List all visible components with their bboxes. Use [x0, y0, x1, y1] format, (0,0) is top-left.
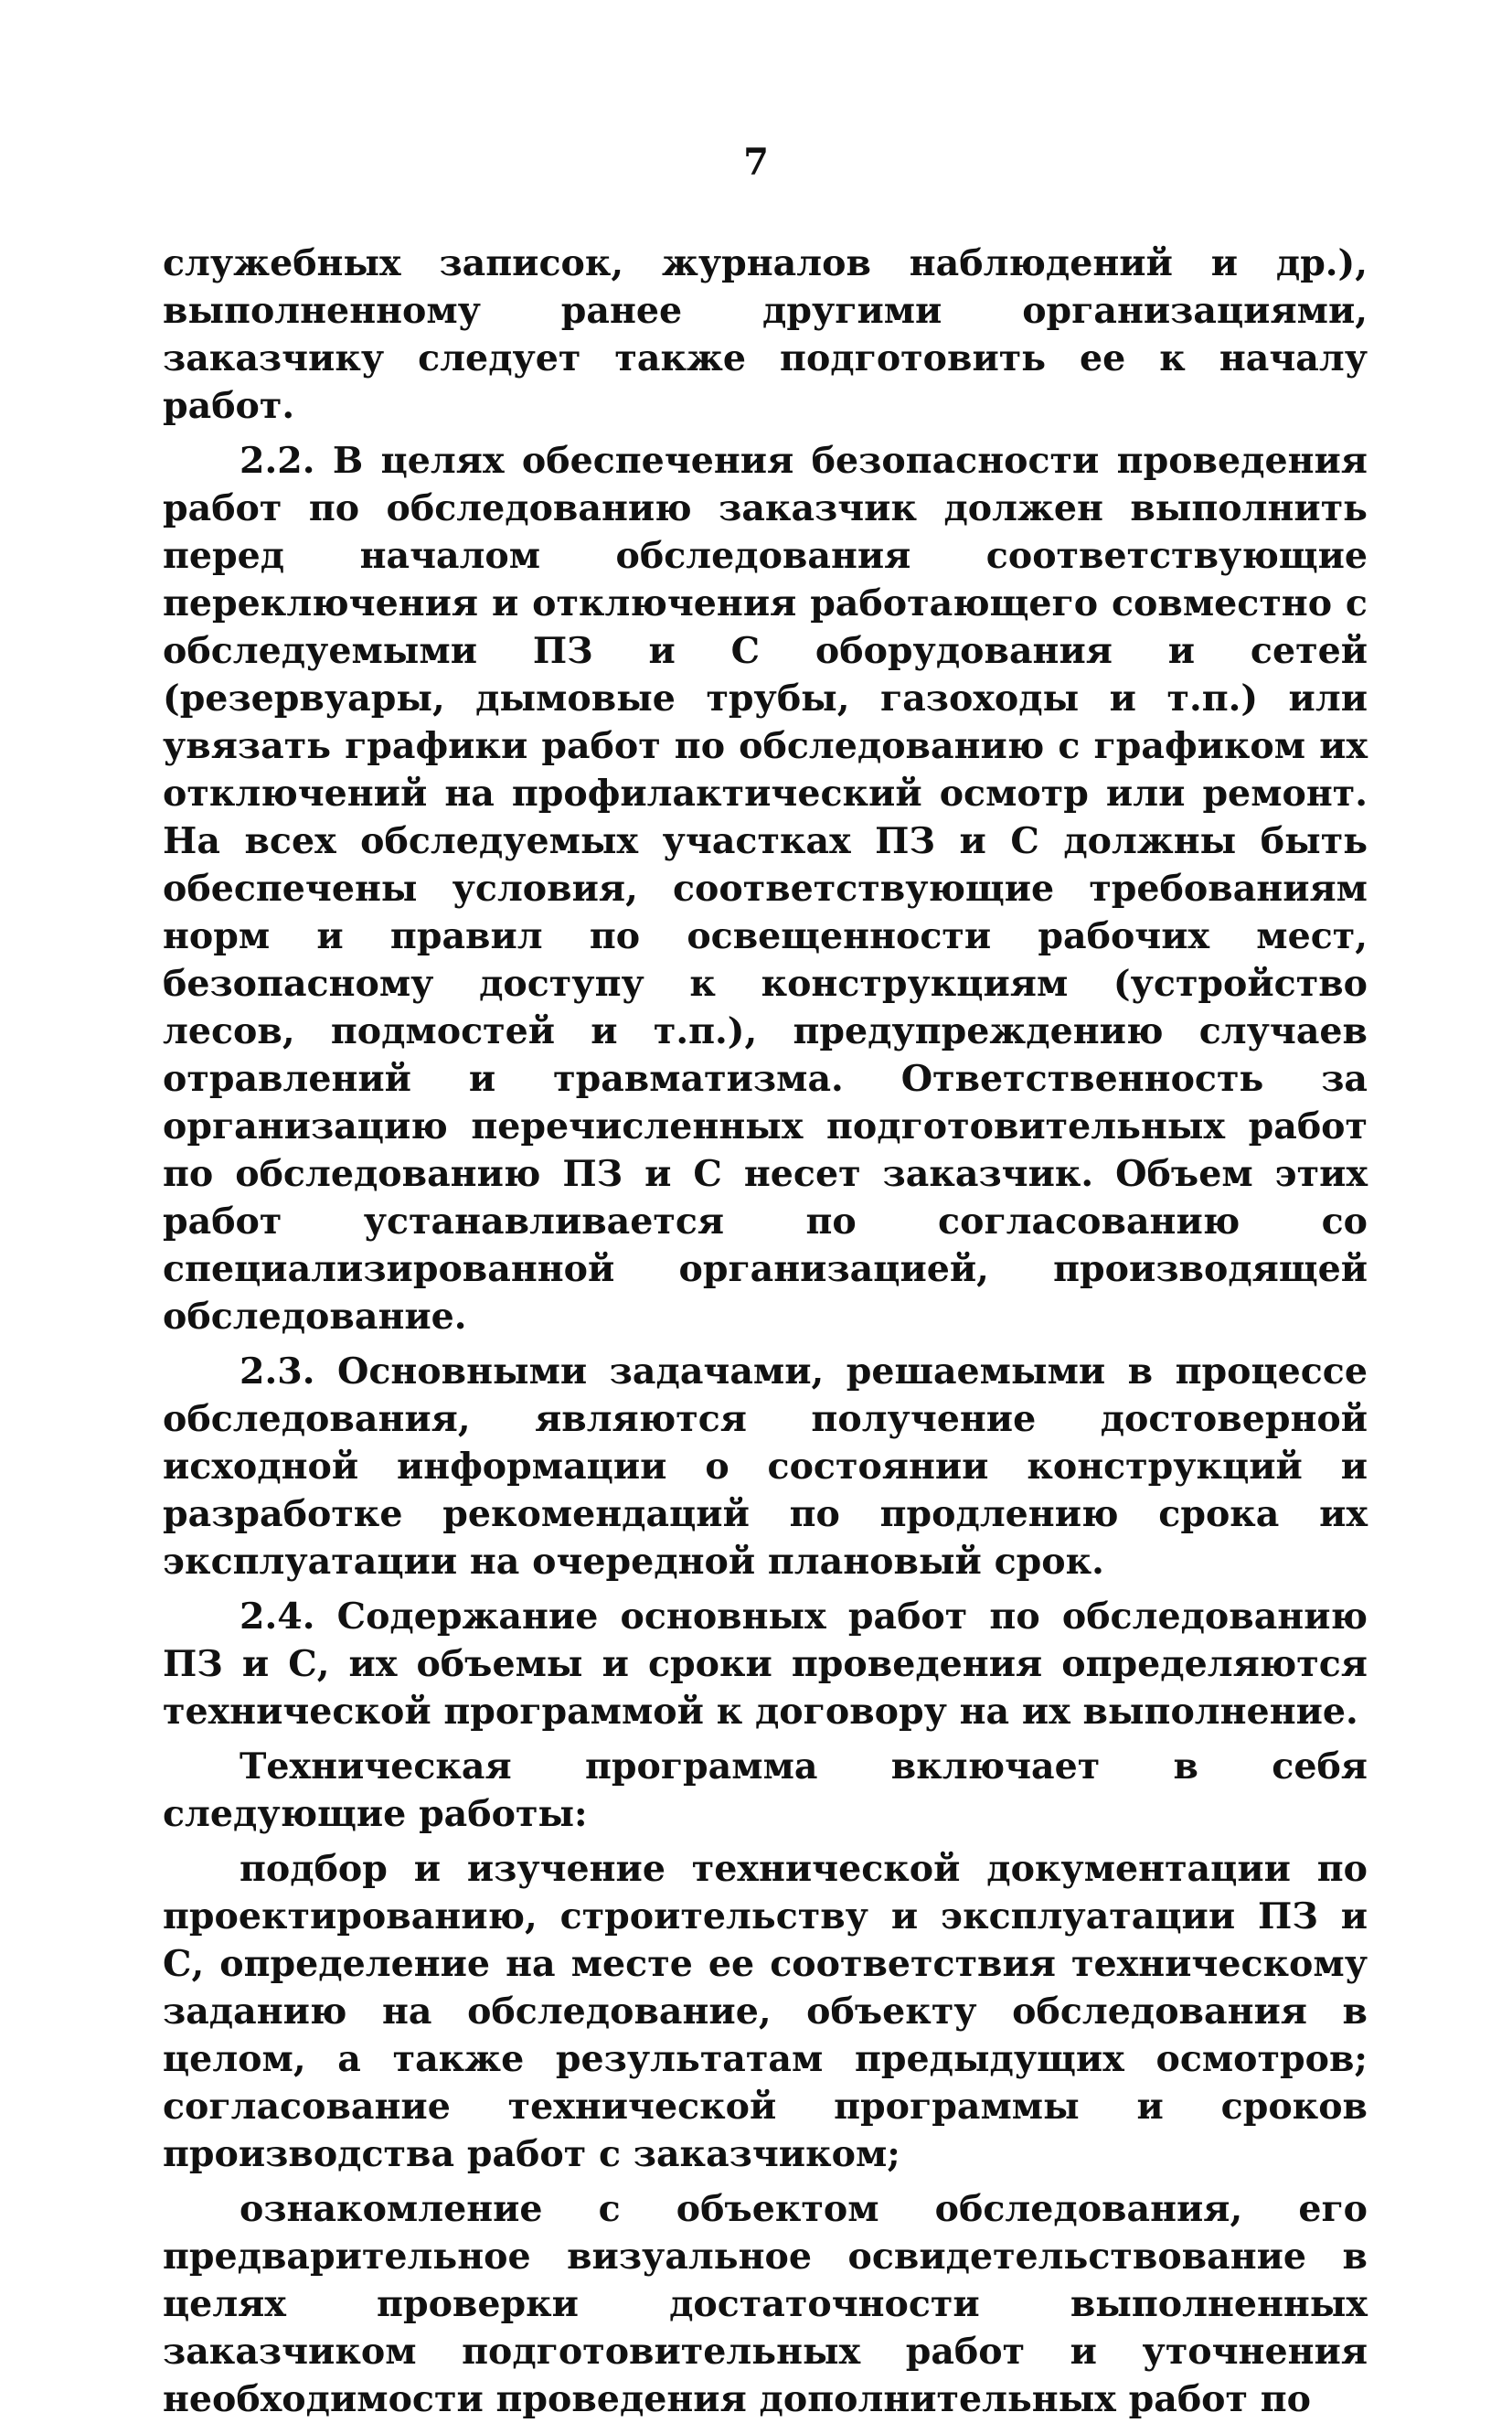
paragraph-section-2-2: 2.2. В целях обеспечения безопасности проведения работ по обследованию заказчик должен выполнить перед началом обследования соответствующие переключения и отключения работающего совместно с обследуемыми ПЗ и С оборудования и сетей (резервуары, дымовые трубы, газоходы и т.п.) или увязать графики работ по обследованию с графиком их отключений на профилактический осмотр или ремонт. На всех обследуемых участках ПЗ и С должны быть обеспечены условия, соответствующие требованиям норм и правил по освещенности рабочих мест, безопасному доступу к конструкциям (устройство лесов, подмостей и т.п.), предупреждению случаев отравлений и травматизма. Ответственность за организацию перечисленных подготовительных работ по обследованию ПЗ и С несет заказчик. Объем этих работ устанавливается по согласованию со специализированной организацией, производящей обследование. — [163, 440, 1368, 1338]
paragraph-continuation: служебных записок, журналов наблюдений и др.), выполненному ранее другими организациями, заказчику следует также подготовить ее к началу работ. — [163, 242, 1368, 427]
paragraph-work-item-2: ознакомление с объектом обследования, его предварительное визуальное освидетельствование в целях проверки достаточности выполненных заказчиком подготовительных работ и уточнения необходимости проведения дополнительных работ по — [163, 2188, 1368, 2420]
page-number: 7 — [743, 141, 769, 184]
body-text — [163, 240, 1368, 2423]
paragraph-work-item-1: подбор и изучение технической документации по проектированию, строительству и эксплуатации ПЗ и С, определение на месте ее соответствия техническому заданию на обследование, объекту обследования в целом, а также результатам предыдущих осмотров; согласование технической программы и сроков производства работ с заказчиком; — [163, 1848, 1368, 2175]
paragraph-section-2-3: 2.3. Основными задачами, решаемыми в процессе обследования, являются получение достоверной исходной информации о состоянии конструкций и разработке рекомендаций по продлению срока их эксплуатации на очередной плановый срок. — [163, 1350, 1368, 1583]
paragraph-program-intro: Техническая программа включает в себя следующие работы: — [163, 1745, 1368, 1835]
paragraph-section-2-4: 2.4. Содержание основных работ по обследованию ПЗ и С, их объемы и сроки проведения определяются технической программой к договору на их выполнение. — [163, 1596, 1368, 1733]
